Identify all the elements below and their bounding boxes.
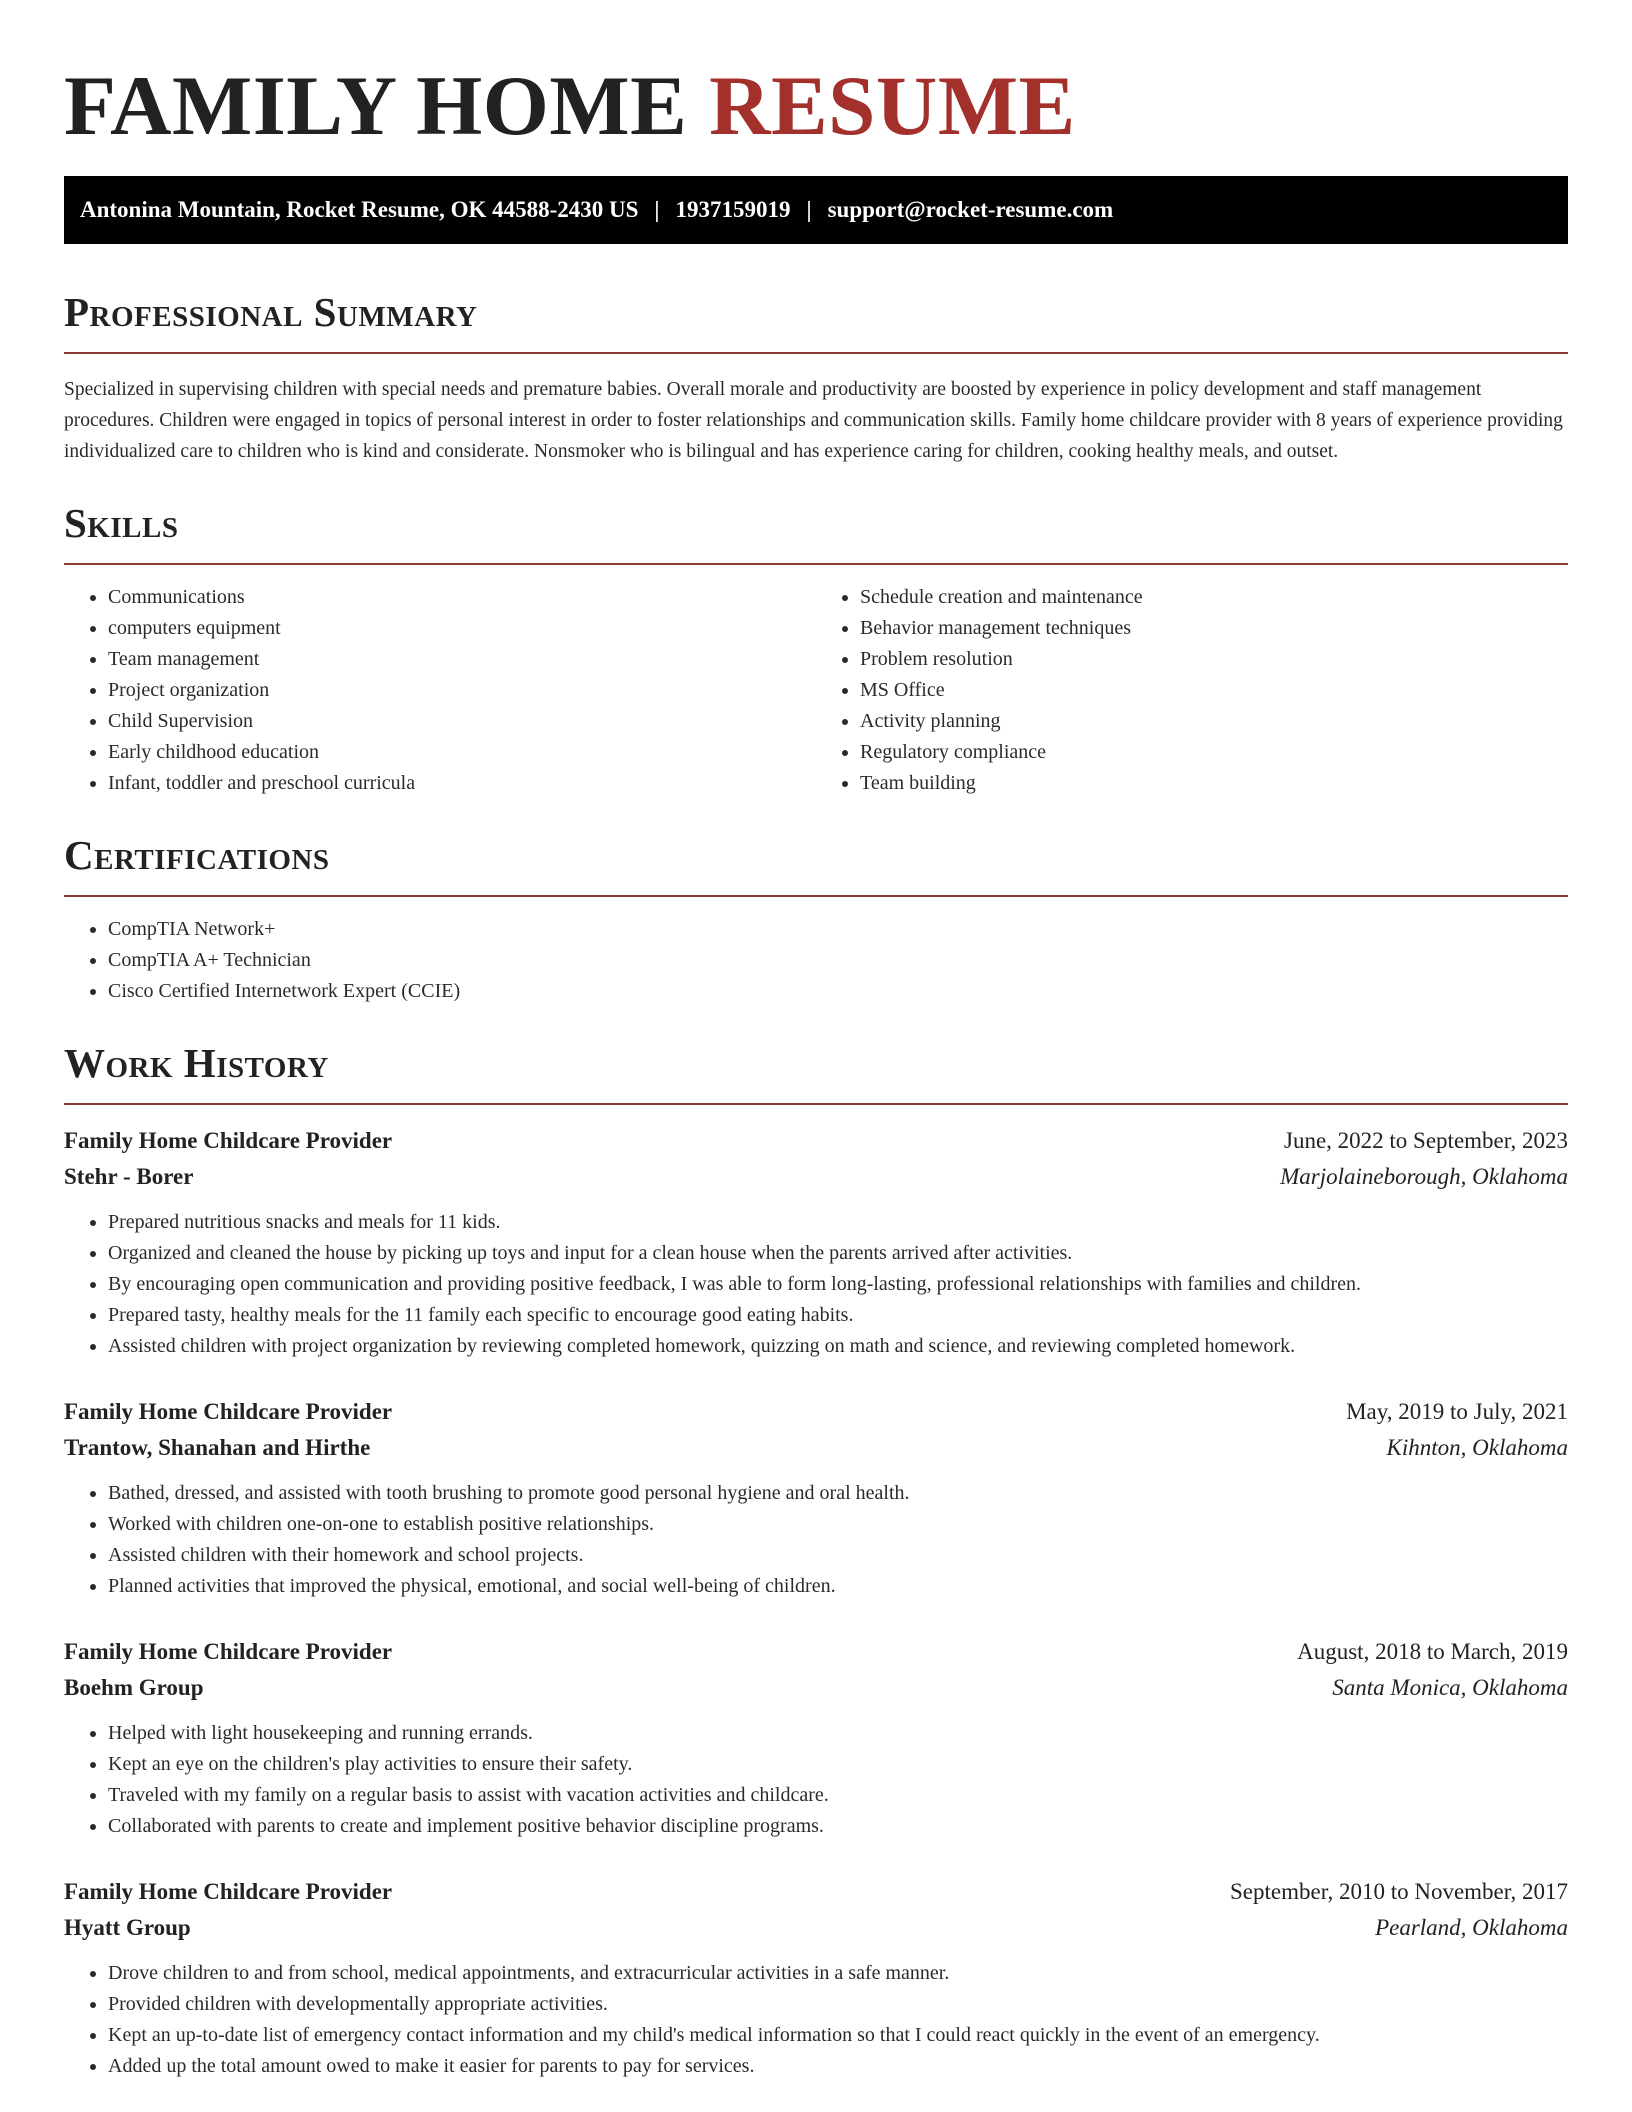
certifications-section xyxy=(64,831,1568,1007)
skill-item: • MS Office xyxy=(860,675,1568,706)
job-title: Family Home Childcare Provider xyxy=(64,1879,393,1904)
job-location: Marjolaineborough, Oklahoma xyxy=(1280,1164,1568,1189)
contact-bar xyxy=(64,176,1568,244)
job-bullet: • Drove children to and from school, medical appointments, and extracurricular activities in a safe manner. xyxy=(108,1958,1568,1989)
job-subheader xyxy=(64,1910,1568,1946)
job-dates: August, 2018 to March, 2019 xyxy=(1297,1639,1568,1664)
job-bullet: • Assisted children with their homework and school projects. xyxy=(108,1540,1568,1571)
job-dates: June, 2022 to September, 2023 xyxy=(1284,1128,1568,1153)
contact-phone: 1937159019 xyxy=(675,197,791,222)
job-bullet: • Traveled with my family on a regular basis to assist with vacation activities and childcare. xyxy=(108,1780,1568,1811)
certifications-list xyxy=(64,914,1568,1007)
job-bullet: • Organized and cleaned the house by picking up toys and input for a clean house when the parents arrived after activities. xyxy=(108,1238,1568,1269)
job-bullet: • Worked with children one-on-one to establish positive relationships. xyxy=(108,1509,1568,1540)
job-bullet: • Bathed, dressed, and assisted with tooth brushing to promote good personal hygiene and oral health. xyxy=(108,1478,1568,1509)
job-bullets xyxy=(64,1207,1568,1362)
title-accent: RESUME xyxy=(709,59,1076,153)
job-header xyxy=(64,1394,1568,1430)
skill-item: • computers equipment xyxy=(108,613,816,644)
skill-item: • Team management xyxy=(108,644,816,675)
job-company: Stehr - Borer xyxy=(64,1164,194,1189)
summary-heading: Professional Summary xyxy=(64,289,478,335)
skill-item: • Child Supervision xyxy=(108,706,816,737)
job-header xyxy=(64,1123,1568,1159)
title-main: FAMILY HOME xyxy=(64,59,688,153)
skills-section xyxy=(64,499,1568,799)
contact-separator: | xyxy=(806,197,812,222)
certification-item: • CompTIA Network+ xyxy=(108,914,1568,945)
summary-divider xyxy=(64,352,1568,354)
job-entry xyxy=(64,1874,1568,2082)
job-entry xyxy=(64,1394,1568,1602)
skills-list-left xyxy=(64,582,816,799)
skill-item: • Behavior management techniques xyxy=(860,613,1568,644)
summary-section xyxy=(64,288,1568,467)
job-location: Santa Monica, Oklahoma xyxy=(1332,1675,1568,1700)
work-history-section xyxy=(64,1039,1568,2082)
job-bullets xyxy=(64,1478,1568,1602)
job-company: Hyatt Group xyxy=(64,1915,191,1940)
skills-heading: Skills xyxy=(64,500,179,546)
contact-email: support@rocket-resume.com xyxy=(827,197,1114,222)
job-location: Kihnton, Oklahoma xyxy=(1386,1435,1568,1460)
job-company: Boehm Group xyxy=(64,1675,204,1700)
job-title: Family Home Childcare Provider xyxy=(64,1639,393,1664)
job-bullet: • Assisted children with project organization by reviewing completed homework, quizzing on math and science, and reviewing completed homework. xyxy=(108,1331,1568,1362)
job-entry xyxy=(64,1123,1568,1362)
job-dates: May, 2019 to July, 2021 xyxy=(1346,1399,1568,1424)
job-subheader xyxy=(64,1430,1568,1466)
job-location: Pearland, Oklahoma xyxy=(1375,1915,1568,1940)
job-bullets xyxy=(64,1958,1568,2082)
job-bullet: • Prepared nutritious snacks and meals for 11 kids. xyxy=(108,1207,1568,1238)
job-title: Family Home Childcare Provider xyxy=(64,1399,393,1424)
skill-item: • Infant, toddler and preschool curricula xyxy=(108,768,816,799)
skill-item: • Regulatory compliance xyxy=(860,737,1568,768)
skill-item: • Schedule creation and maintenance xyxy=(860,582,1568,613)
skill-item: • Team building xyxy=(860,768,1568,799)
work-history-heading: Work History xyxy=(64,1040,329,1086)
skill-item: • Communications xyxy=(108,582,816,613)
job-bullet: • Kept an up-to-date list of emergency contact information and my child's medical information so that I could react quickly in the event of an emergency. xyxy=(108,2020,1568,2051)
skill-item: • Early childhood education xyxy=(108,737,816,768)
skill-item: • Project organization xyxy=(108,675,816,706)
job-title: Family Home Childcare Provider xyxy=(64,1128,393,1153)
job-bullet: • Prepared tasty, healthy meals for the 11 family each specific to encourage good eating habits. xyxy=(108,1300,1568,1331)
job-subheader xyxy=(64,1670,1568,1706)
certifications-heading: Certifications xyxy=(64,832,330,878)
job-header xyxy=(64,1634,1568,1670)
skill-item: • Activity planning xyxy=(860,706,1568,737)
resume-title xyxy=(64,56,1568,156)
resume-page xyxy=(64,0,1568,2082)
certification-item: • Cisco Certified Internetwork Expert (CCIE) xyxy=(108,976,1568,1007)
job-bullet: • Helped with light housekeeping and running errands. xyxy=(108,1718,1568,1749)
skills-divider xyxy=(64,563,1568,565)
skills-columns xyxy=(64,582,1568,799)
certification-item: • CompTIA A+ Technician xyxy=(108,945,1568,976)
contact-address: Antonina Mountain, Rocket Resume, OK 44588-2430 US xyxy=(80,197,639,222)
job-dates: September, 2010 to November, 2017 xyxy=(1230,1879,1568,1904)
job-bullets xyxy=(64,1718,1568,1842)
job-entry xyxy=(64,1634,1568,1842)
job-bullet: • Kept an eye on the children's play activities to ensure their safety. xyxy=(108,1749,1568,1780)
job-bullet: • Planned activities that improved the physical, emotional, and social well-being of children. xyxy=(108,1571,1568,1602)
job-company: Trantow, Shanahan and Hirthe xyxy=(64,1435,371,1460)
job-bullet: • Added up the total amount owed to make it easier for parents to pay for services. xyxy=(108,2051,1568,2082)
job-subheader xyxy=(64,1159,1568,1195)
job-bullet: • Provided children with developmentally appropriate activities. xyxy=(108,1989,1568,2020)
work-history-divider xyxy=(64,1103,1568,1105)
job-header xyxy=(64,1874,1568,1910)
skill-item: • Problem resolution xyxy=(860,644,1568,675)
job-bullet: • Collaborated with parents to create and implement positive behavior discipline programs. xyxy=(108,1811,1568,1842)
job-bullet: • By encouraging open communication and providing positive feedback, I was able to form long-lasting, professional relationships with families and children. xyxy=(108,1269,1568,1300)
contact-separator: | xyxy=(654,197,660,222)
skills-list-right xyxy=(816,582,1568,799)
summary-text: Specialized in supervising children with special needs and premature babies. Overall morale and productivity are boosted by experience in policy development and staff management procedures. Children were engaged in topics of personal interest in order to foster relationships and communication skills. Family home childcare provider with 8 years of experience providing individualized care to children who is kind and considerate. Nonsmoker who is bilingual and has experience caring for children, cooking healthy meals, and outset. xyxy=(64,379,1563,462)
certifications-divider xyxy=(64,895,1568,897)
